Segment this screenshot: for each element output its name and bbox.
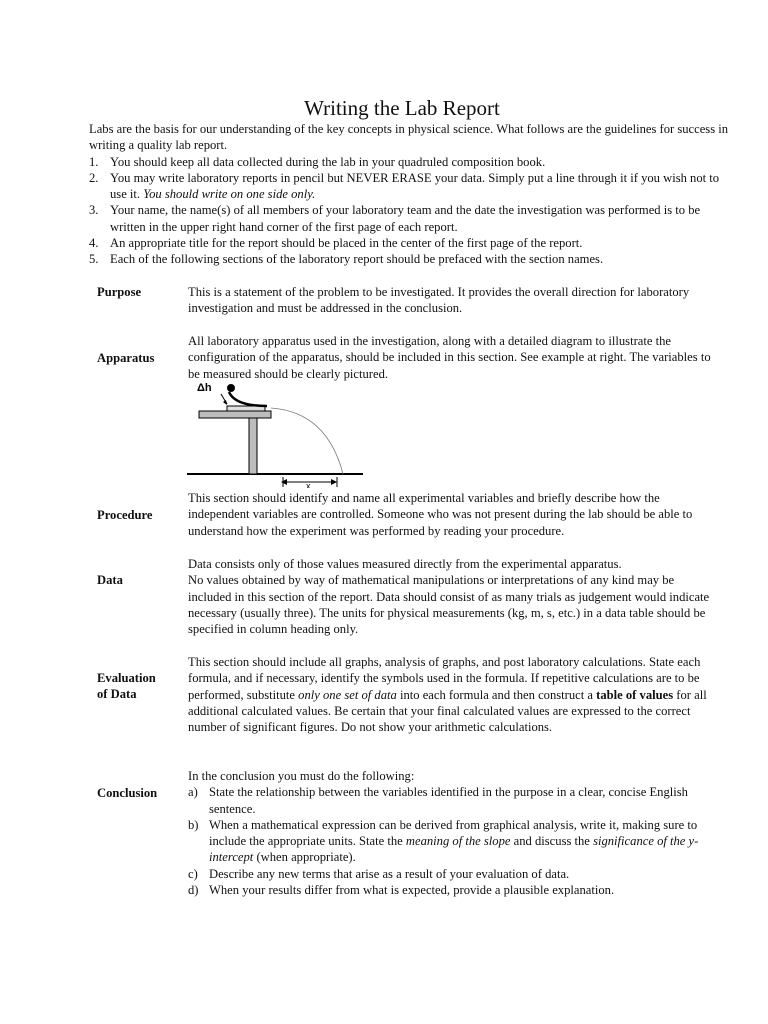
evaluation-label-line-1: Evaluation xyxy=(97,671,156,685)
table-top xyxy=(199,411,271,418)
purpose-text: This is a statement of the problem to be investigated. It provides the overall direction for laboratory investigation and must be addressed in the conclusion. xyxy=(188,285,690,316)
apparatus-text: All laboratory apparatus used in the investigation, along with a detailed diagram to illustrate the configuration of the apparatus, should be included in this section. See example at right. The variables to be measured should be clearly pictured. xyxy=(188,334,711,381)
conclusion-item: a) State the relationship between the variables identified in the purpose in a clear, concise English sentence. xyxy=(188,785,688,816)
distance-arrowhead-right xyxy=(331,479,337,485)
table-leg xyxy=(249,418,257,474)
procedure-text: This section should identify and name all experimental variables and briefly describe how the independent variables are controlled. Someone who was not present during the lab should be able to understand how the experiment was performed by reading your procedure. xyxy=(188,491,693,538)
guideline-item: 1. You should keep all data collected during the lab in your quadruled composition book. xyxy=(89,154,546,169)
page-title: Writing the Lab Report xyxy=(304,96,500,120)
guideline-item: 5. Each of the following sections of the laboratory report should be prefaced with the section names. xyxy=(89,252,604,267)
conclusion-item: c) Describe any new terms that arise as a result of your evaluation of data. xyxy=(188,866,570,881)
evaluation-label xyxy=(97,670,156,703)
procedure-label: Procedure xyxy=(97,508,153,522)
conclusion-intro: In the conclusion you must do the following: xyxy=(188,769,415,783)
intro-paragraph: Labs are the basis for our understanding of the key concepts in physical science. What follows are the guidelines for success in writing a quality lab report. xyxy=(89,122,729,153)
height-label: Δh xyxy=(197,382,212,394)
data-text xyxy=(188,556,716,637)
data-line-2: No values obtained by way of mathematical manipulations or interpretations of any kind may be included in this section of the report. Data should consist of as many trials as judgement would indicate necessary (usually three). The units for physical measurements (kg, m, s, etc.) in a data table should be specified in column heading only. xyxy=(188,573,710,637)
intercept-italic: significance of the y-intercept xyxy=(209,834,699,865)
intro-block xyxy=(89,121,729,268)
guideline-item: 3. Your name, the name(s) of all members of your laboratory team and the date the investigation was performed is to be written in the upper right hand corner of the first page of each report. xyxy=(89,203,701,234)
guideline-item: 4. An appropriate title for the report should be placed in the center of the first page of the report. xyxy=(89,236,583,251)
guideline-item: 2. You may write laboratory reports in pencil but NEVER ERASE your data. Simply put a line through it if you wish not to use it. You should write on one side only. xyxy=(89,170,720,202)
evaluation-text xyxy=(188,654,716,735)
conclusion-label: Conclusion xyxy=(97,786,158,800)
trajectory-path xyxy=(271,408,343,474)
apparatus-diagram xyxy=(187,378,363,488)
guideline-list xyxy=(89,154,729,268)
conclusion-list xyxy=(188,784,716,898)
ramp-curve xyxy=(229,392,267,406)
slope-italic: meaning of the slope xyxy=(405,834,511,849)
evaluation-bold: table of values xyxy=(596,687,674,702)
ball xyxy=(227,384,235,392)
distance-label: x xyxy=(306,481,311,488)
purpose-label: Purpose xyxy=(97,285,142,299)
data-label: Data xyxy=(97,573,123,587)
apparatus-label: Apparatus xyxy=(97,351,155,365)
guideline-italic-note: You should write on one side only. xyxy=(143,187,316,202)
distance-arrowhead-left xyxy=(281,479,287,485)
conclusion-item: b) When a mathematical expression can be derived from graphical analysis, write it, making sure to include the appropriate units. State the meaning of the slope and discuss the significance of the y-intercept (when appropriate). xyxy=(188,817,699,865)
evaluation-italic: only one set of data xyxy=(298,687,397,702)
evaluation-paragraph: This section should include all graphs, analysis of graphs, and post laboratory calculations. State each formula, and if necessary, identify the symbols used in the formula. If repetitive calculations are to be performed, substitute only one set of data into each formula and then construct a table of values for all additional calculated values. Be certain that your final calculated values are expressed to the correct number of significant figures. Do not show your arithmetic calculations. xyxy=(188,655,707,735)
conclusion-item: d) When your results differ from what is expected, provide a plausible explanation. xyxy=(188,883,615,898)
data-line-1: Data consists only of those values measured directly from the experimental apparatus. xyxy=(188,557,622,571)
evaluation-label-line-2: of Data xyxy=(97,687,137,702)
height-arrowhead xyxy=(223,400,227,405)
conclusion-text xyxy=(188,768,716,898)
